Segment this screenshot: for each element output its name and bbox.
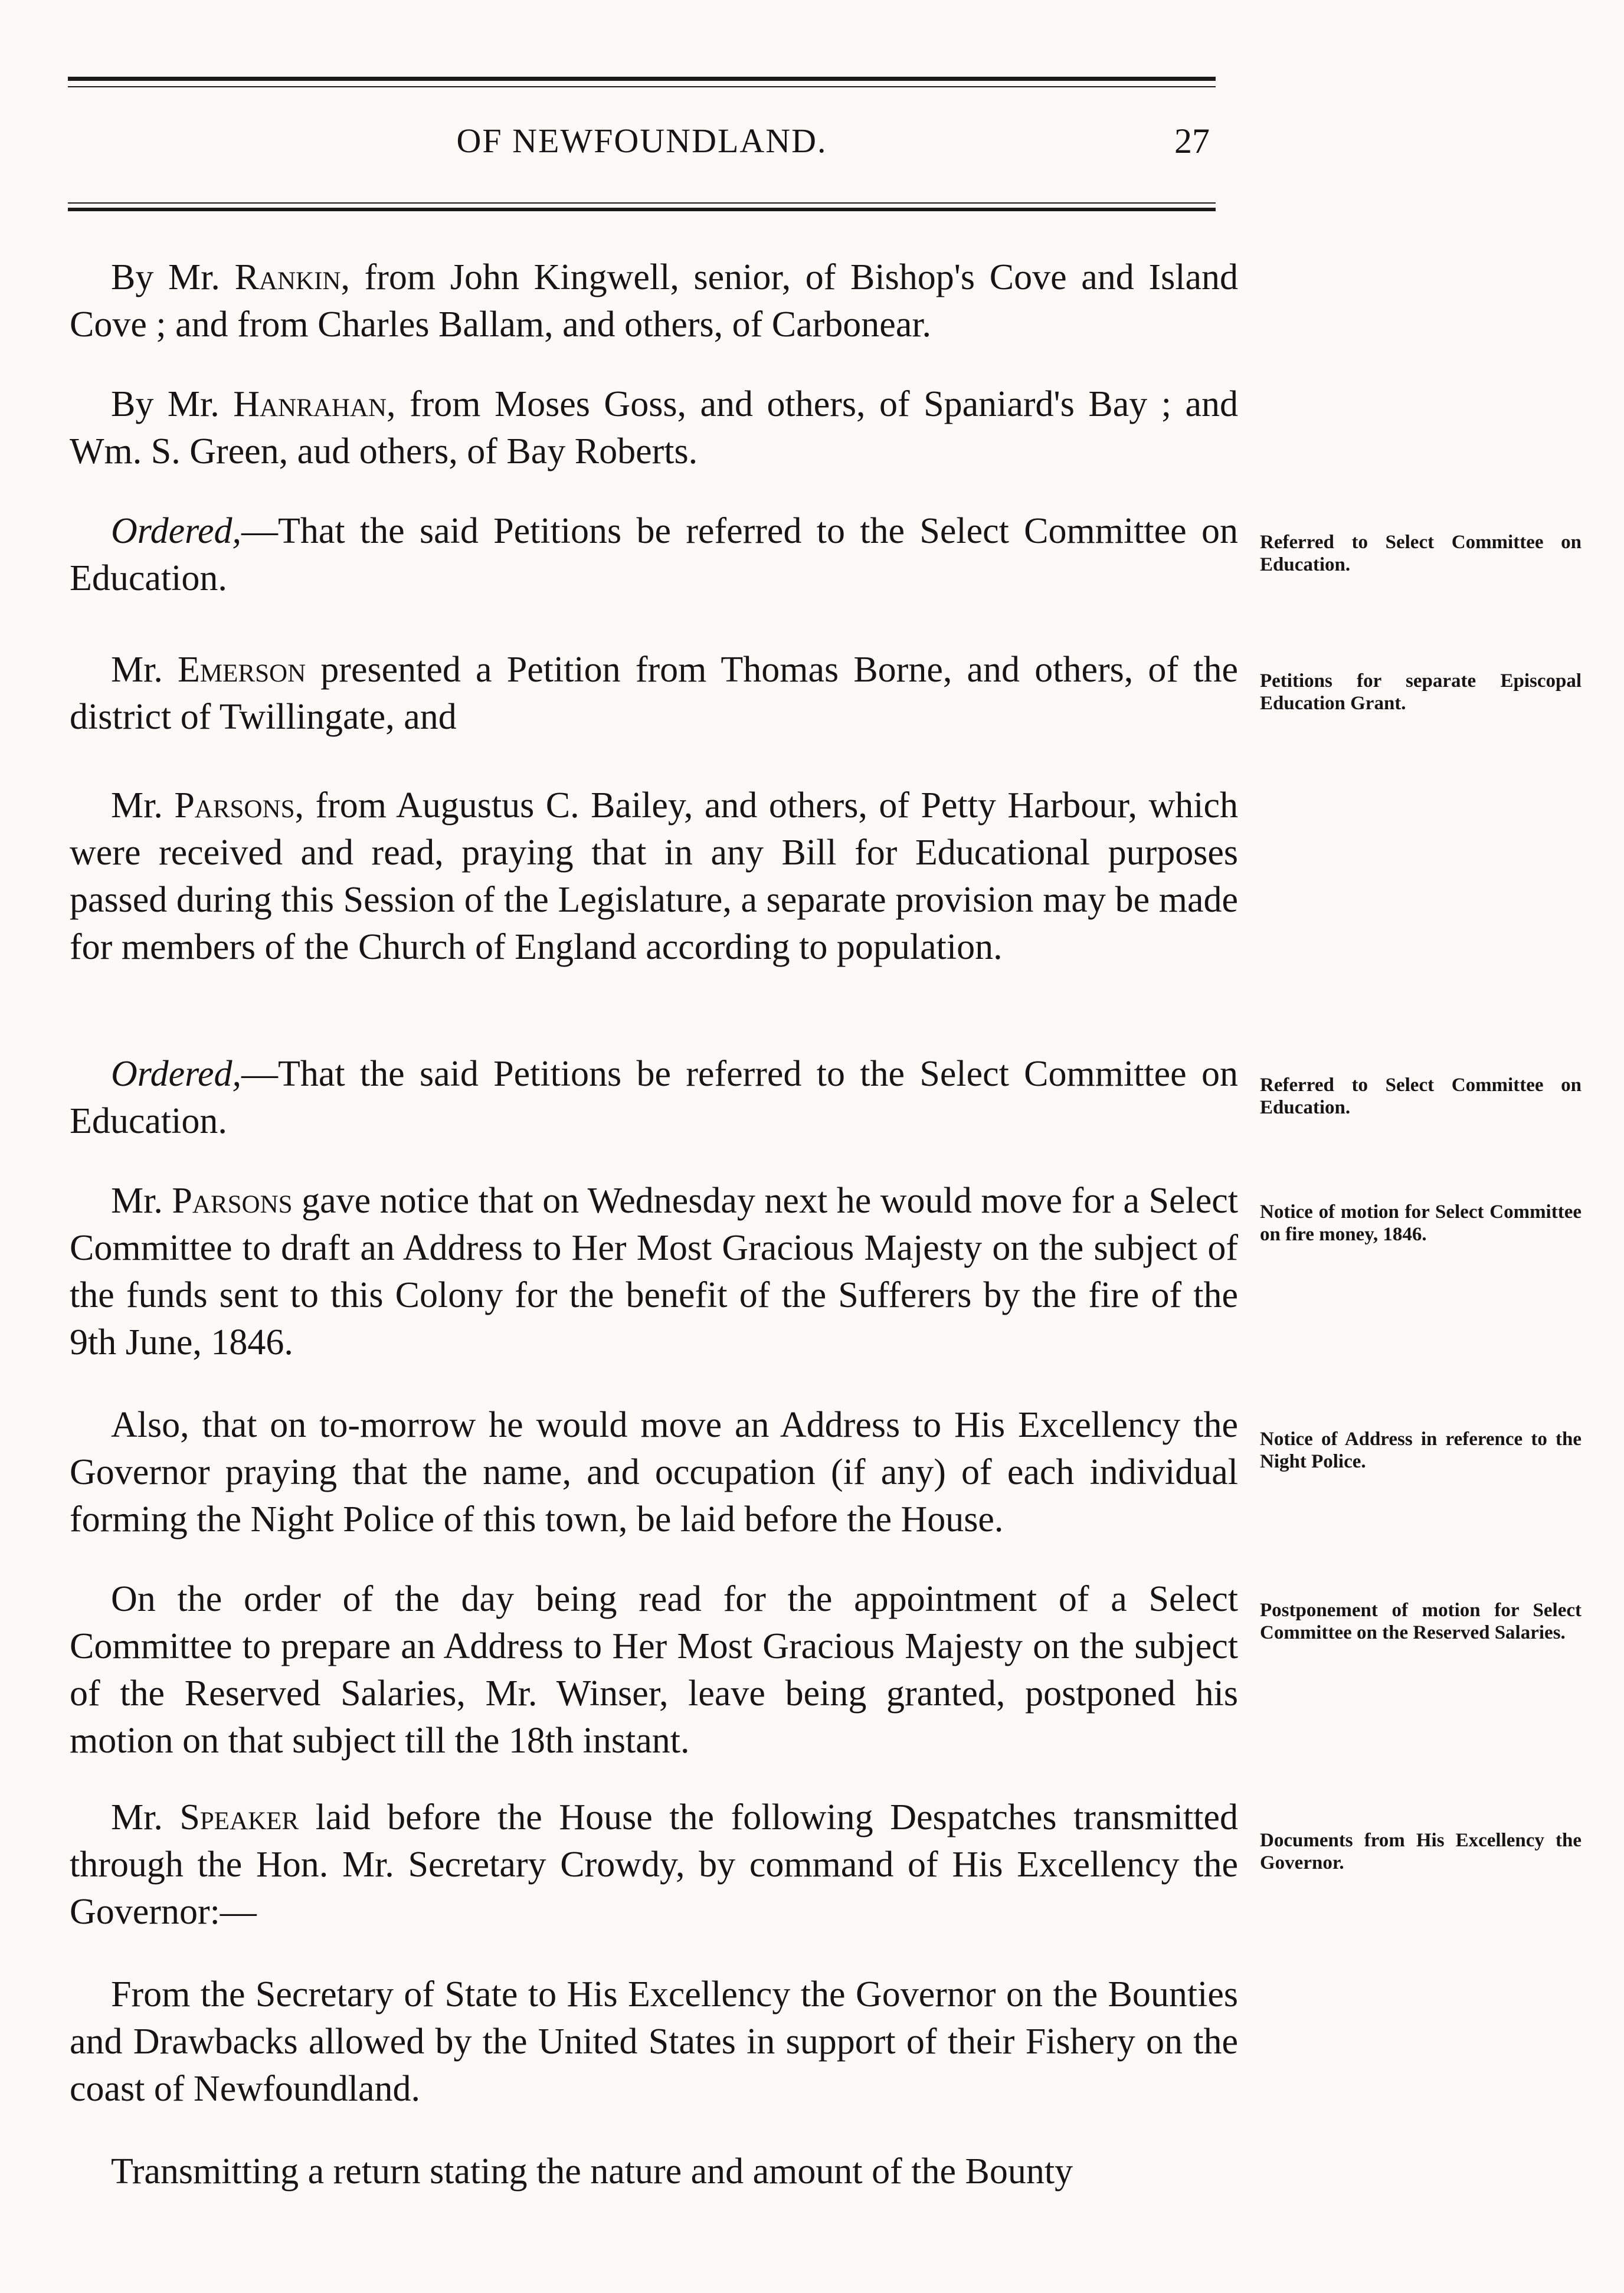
ordered-label: Ordered, xyxy=(111,511,241,551)
paragraph-transmitting: Transmitting a return stating the nature and amount of the Bounty xyxy=(111,2151,1073,2192)
page-number: 27 xyxy=(1174,122,1210,160)
text: gave notice that on Wednesday next he would move for a Select Committee to draft an Address to Her Most Gracious Majesty on the subject of the funds sent to this Colony for the benefit of the Sufferers by the fire of the 9th June, 1846. xyxy=(70,1181,1239,1362)
text: Mr. xyxy=(111,785,175,826)
member-name: Parsons xyxy=(174,785,295,826)
running-title: OF NEWFOUNDLAND. xyxy=(456,122,827,160)
paragraph-hanrahan xyxy=(70,381,1238,475)
top-rule-thick xyxy=(68,77,1216,81)
text: —That the said Petitions be referred to the Select Committee on Education. xyxy=(70,1054,1238,1141)
paragraph-secretary-of-state: From the Secretary of State to His Excellency the Governor on the Bounties and Drawbacks allowed by the United States in support of their Fishery on the coast of Newfoundland. xyxy=(70,1974,1238,2109)
page-header xyxy=(68,121,1216,174)
paragraph-parsons-petition xyxy=(70,782,1238,971)
margin-note: Referred to Select Committee on Education. xyxy=(1260,1075,1582,1118)
member-name: Hanrahan xyxy=(233,384,387,424)
paragraph-reserved-salaries: On the order of the day being read for the appointment of a Select Committee to prepare an Address to Her Most Gracious Majesty on the subject of the Reserved Salaries, Mr. Winser, leave being granted, postponed his motion on that subject till the 18th instant. xyxy=(70,1579,1238,1761)
member-name: Rankin xyxy=(234,257,341,297)
text: Mr. xyxy=(111,650,178,690)
text: , from Augustus C. Bailey, and others, of Petty Harbour, which were received and read, praying that in any Bill for Educational purposes passed during this Session of the Legislature, a separate provision may be made for members of the Church of England according to population. xyxy=(70,785,1238,967)
member-name: Parsons xyxy=(172,1181,293,1221)
text: , from John Kingwell, senior, of Bishop's Cove and Island Cove ; and from Charles Ballam, and others, of Carbonear. xyxy=(70,257,1238,345)
margin-note: Documents from His Excellency the Governor. xyxy=(1260,1830,1582,1873)
margin-note: Referred to Select Committee on Education. xyxy=(1260,532,1582,575)
member-name: Emerson xyxy=(178,650,306,690)
text: —That the said Petitions be referred to the Select Committee on Education. xyxy=(70,511,1238,598)
margin-note: Notice of Address in reference to the Night Police. xyxy=(1260,1429,1582,1472)
text: By Mr. xyxy=(111,257,235,297)
paragraph-speaker xyxy=(70,1794,1238,1935)
margin-note: Postponement of motion for Select Committee on the Reserved Salaries. xyxy=(1260,1600,1582,1643)
header-rule-thick xyxy=(68,208,1216,211)
member-name: Speaker xyxy=(179,1797,299,1837)
header-rule-thin xyxy=(68,202,1216,204)
margin-note: Petitions for separate Episcopal Education Grant. xyxy=(1260,670,1582,714)
text: Mr. xyxy=(111,1797,180,1837)
paragraph-ordered-2 xyxy=(70,1050,1238,1145)
text: presented a Petition from Thomas Borne, and others, of the district of Twillingate, and xyxy=(70,650,1238,737)
paragraph-parsons-notice xyxy=(70,1177,1238,1366)
top-rule-thin xyxy=(68,86,1216,87)
paragraph-rankin xyxy=(70,254,1238,348)
text: Mr. xyxy=(111,1181,172,1221)
margin-note: Notice of motion for Select Committee on fire money, 1846. xyxy=(1260,1201,1582,1245)
text: laid before the House the following Despatches transmitted through the Hon. Mr. Secretary Crowdy, by command of His Excellency the Governor:— xyxy=(70,1797,1239,1932)
text: , from Moses Goss, and others, of Spaniard's Bay ; and Wm. S. Green, aud others, of Bay Roberts. xyxy=(70,384,1238,471)
paragraph-night-police: Also, that on to-morrow he would move an Address to His Excellency the Governor praying that the name, and occupation (if any) of each individual forming the Night Police of this town, be laid before the House. xyxy=(70,1405,1238,1539)
paragraph-emerson xyxy=(70,646,1238,741)
paragraph-ordered-1 xyxy=(70,507,1238,602)
ordered-label: Ordered, xyxy=(111,1054,241,1094)
text: By Mr. xyxy=(111,384,234,424)
